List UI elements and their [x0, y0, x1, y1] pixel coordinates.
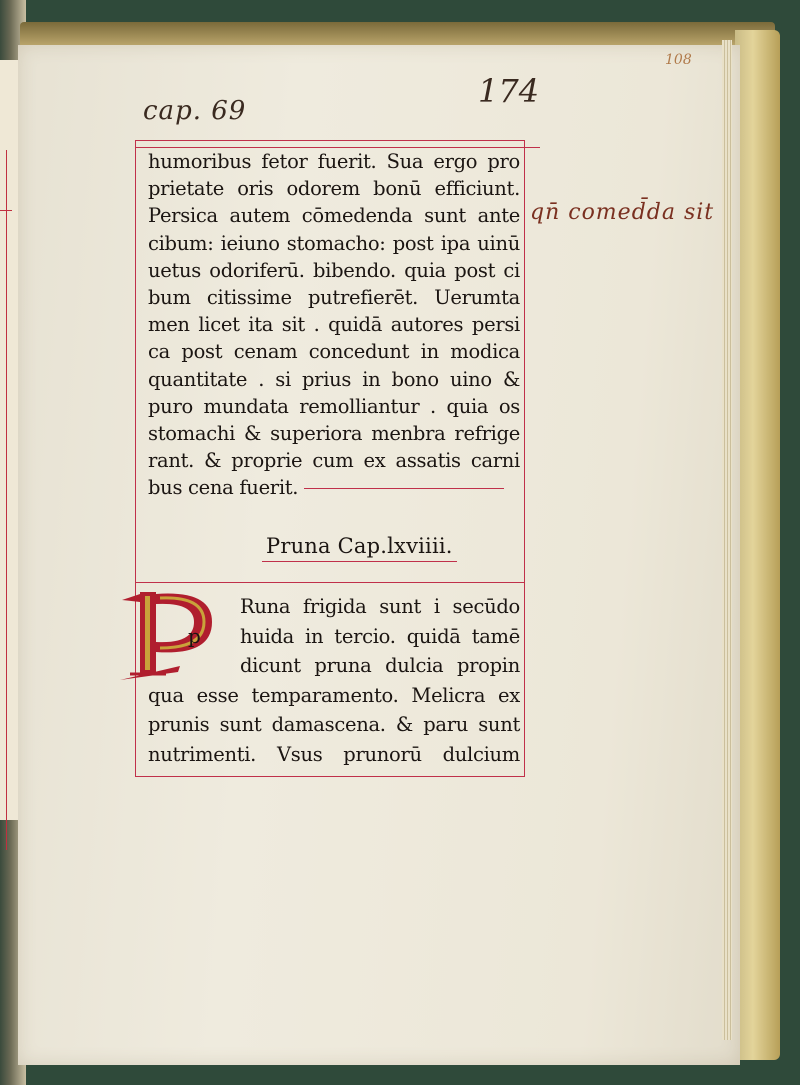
page-fore-edge [722, 40, 732, 1040]
text-line: quantitate . si prius in bono uino & [148, 367, 520, 391]
text-line: uetus odoriferū. bibendo. quia post ci [148, 258, 520, 282]
text-line: Persica autem cōmedenda sunt ante [148, 204, 520, 228]
folio-number: 174 [478, 72, 540, 110]
text-line: puro mundata remolliantur . quia os [148, 394, 520, 418]
text-line: bum citissime putrefierēt. Uerumta [148, 286, 520, 310]
previous-page-edge [0, 60, 19, 820]
text-line: dicunt pruna dulcia propin [240, 654, 520, 677]
text-line: rant. & proprie cum ex assatis carni [148, 449, 520, 473]
text-line: ca post cenam concedunt in modica [148, 340, 520, 364]
text-line: Runa frigida sunt i secūdo [240, 595, 520, 618]
text-line: men licet ita sit . quidā autores persi [148, 313, 520, 337]
guide-letter: p [188, 624, 201, 648]
chapter-annotation: cap. 69 [143, 96, 247, 126]
line-filler-rule [304, 488, 504, 489]
text-column-lower [148, 592, 520, 769]
text-line: prietate oris odorem bonū efficiunt. [148, 177, 520, 201]
text-line: qua esse temparamento. Melicra ex [148, 683, 520, 707]
text-column-upper [148, 148, 520, 502]
text-line: nutrimenti. Vsus prunorū dulcium [148, 742, 520, 766]
text-line-last: bus cena fuerit. [148, 474, 520, 501]
folio-number-small: 108 [665, 52, 692, 68]
book-cover-right [735, 30, 780, 1060]
text-line: cibum: ieiuno stomacho: post ipa uinū [148, 231, 520, 255]
text-line: huida in tercio. quidā tamē [240, 624, 520, 648]
margin-annotation: qn̄ comed̄da sit [530, 200, 715, 225]
text-line: prunis sunt damascena. & paru sunt [148, 713, 520, 736]
frame-divider-rule [135, 582, 525, 583]
chapter-heading: Pruna Cap.lxviiii. [266, 534, 453, 558]
heading-underline [262, 561, 457, 562]
text-line: stomachi & superiora menbra refrige [148, 422, 520, 446]
text-line: humoribus fetor fuerit. Sua ergo pro [148, 150, 520, 173]
